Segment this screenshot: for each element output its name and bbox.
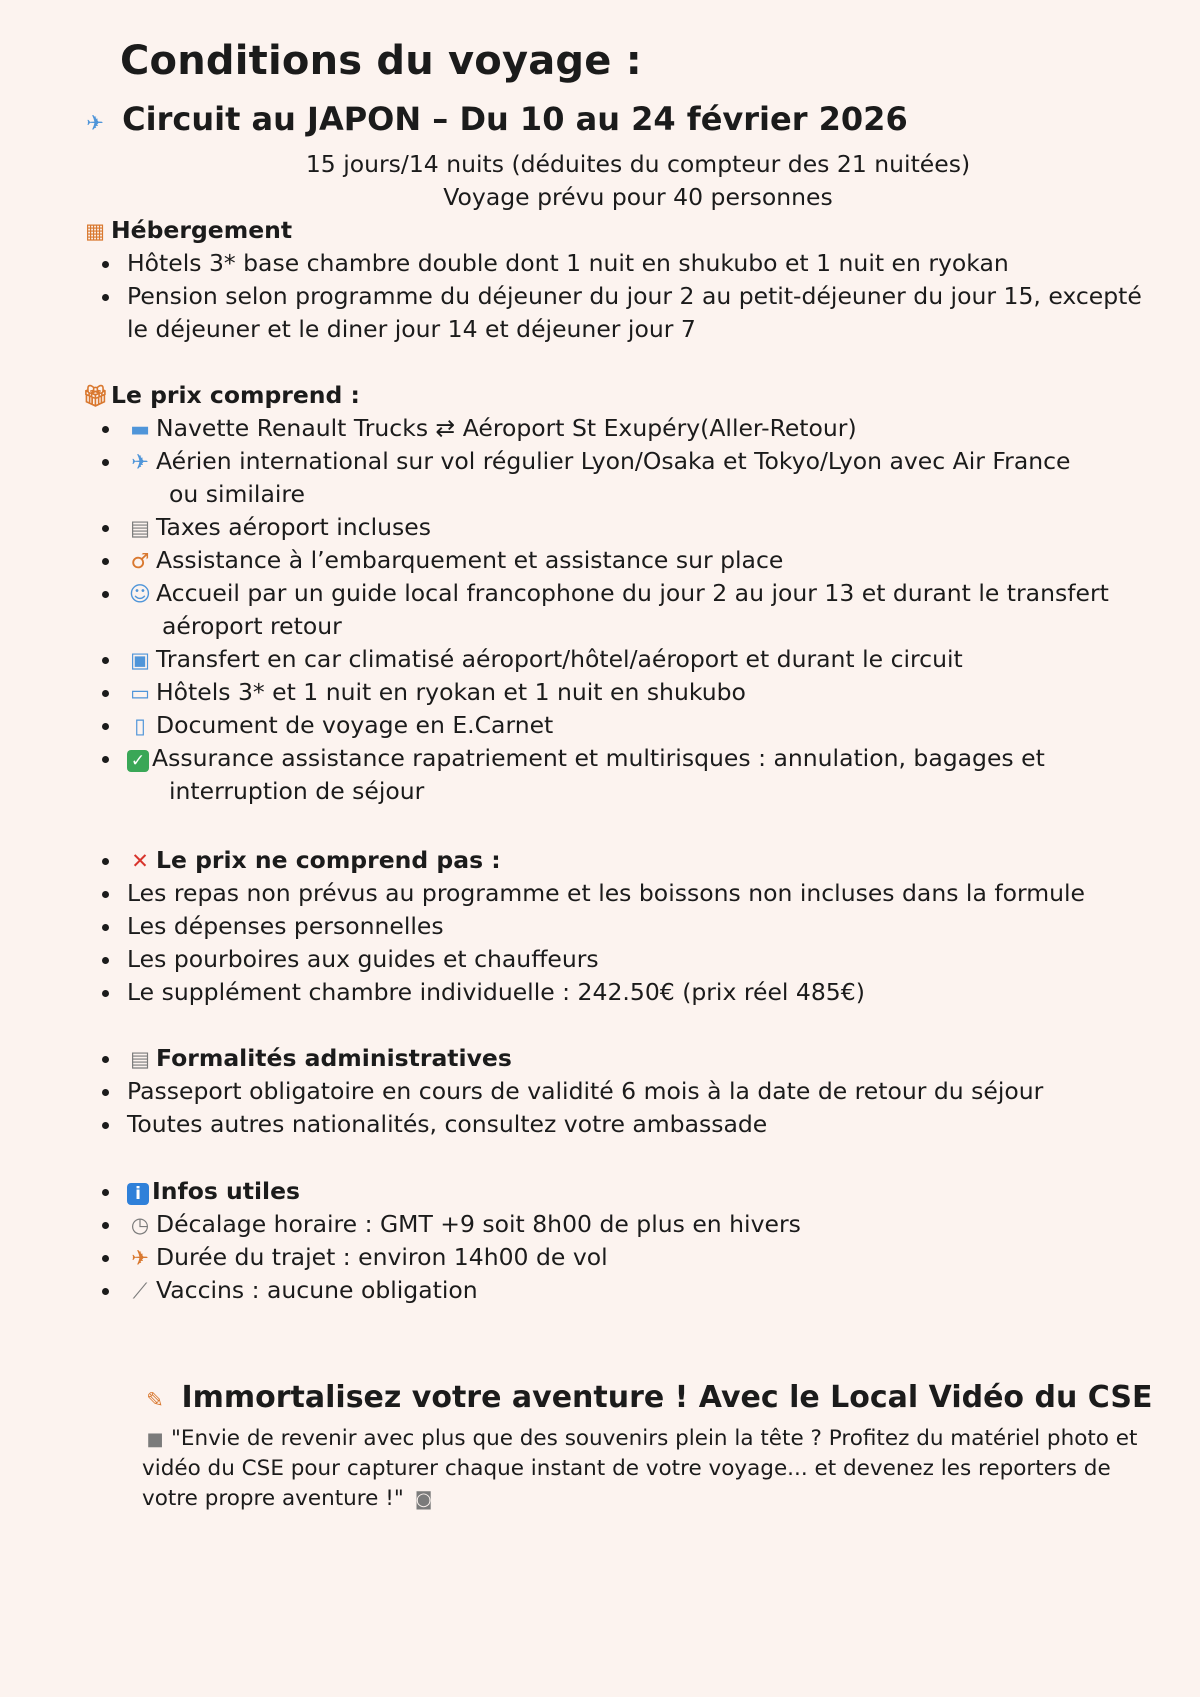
- promo-quote: [142, 1424, 1142, 1514]
- list-item: [127, 1274, 1182, 1307]
- airplane-icon: ✈: [131, 450, 149, 474]
- item-text: Assistance à l’embarquement et assistance sur place: [156, 546, 784, 574]
- item-text: Hôtels 3* et 1 nuit en ryokan et 1 nuit en shukubo: [156, 678, 746, 706]
- item-text: Durée du trajet : environ 14h00 de vol: [156, 1243, 608, 1271]
- list-item: [127, 511, 1182, 544]
- trip-title-text: Circuit au JAPON – Du 10 au 24 février 2026: [122, 100, 908, 138]
- section-hebergement: [82, 214, 1182, 346]
- video-camera-icon: ■: [146, 1429, 164, 1450]
- list-item: [127, 247, 1182, 280]
- inclus-list: [82, 412, 1182, 808]
- item-text-continued: le déjeuner et le diner jour 14 et déjeuner jour 7: [127, 315, 696, 343]
- item-text: Passeport obligatoire en cours de validité 6 mois à la date de retour du séjour: [127, 1077, 1044, 1105]
- item-text: Les pourboires aux guides et chauffeurs: [127, 945, 599, 973]
- heading-text: Hébergement: [111, 216, 293, 244]
- info-icon: i: [127, 1183, 149, 1205]
- item-text: Décalage horaire : GMT +9 soit 8h00 de plus en hivers: [156, 1210, 801, 1238]
- item-text: Accueil par un guide local francophone du jour 2 au jour 13 et durant le transfert: [156, 579, 1109, 607]
- section-heading: [127, 1175, 1182, 1208]
- trip-duration: 15 jours/14 nuits (déduites du compteur des 21 nuitées): [305, 150, 971, 178]
- item-text-continued: aéroport retour: [162, 612, 342, 640]
- item-text: Vaccins : aucune obligation: [156, 1276, 478, 1304]
- list-item: [127, 1241, 1182, 1274]
- item-text-continued: ou similaire: [169, 480, 305, 508]
- trip-group-size: Voyage prévu pour 40 personnes: [443, 183, 833, 211]
- list-item: [127, 910, 1182, 943]
- list-item: [127, 1208, 1182, 1241]
- heading-text: Infos utiles: [152, 1177, 301, 1205]
- promo-quote-text: "Envie de revenir avec plus que des souvenirs plein la tête ? Profitez du matériel photo et vidéo du CSE pour capturer chaque instant de votre voyage... et devenez les reporters de votre propre aventure !": [142, 1426, 1138, 1511]
- hotel-icon: ▦: [85, 219, 105, 243]
- section-heading: [82, 214, 1182, 247]
- minibus-icon: ▬: [130, 417, 150, 441]
- infos-list: [82, 1175, 1182, 1307]
- list-item: [127, 976, 1182, 1009]
- list-item: [127, 1108, 1182, 1141]
- person-icon: ♂: [130, 549, 150, 573]
- item-text: Taxes aéroport incluses: [156, 513, 431, 541]
- list-item: [127, 577, 1182, 643]
- list-item: [127, 709, 1182, 742]
- item-text: Navette Renault Trucks ⇄ Aéroport St Exupéry(Aller-Retour): [156, 414, 857, 442]
- list-item: [127, 1075, 1182, 1108]
- list-item: [127, 943, 1182, 976]
- list-item: [127, 445, 1182, 511]
- list-item: [127, 877, 1182, 910]
- item-text: Le supplément chambre individuelle : 242.50€ (prix réel 485€): [127, 978, 865, 1006]
- item-text: Aérien international sur vol régulier Lyon/Osaka et Tokyo/Lyon avec Air France: [156, 447, 1071, 475]
- promo-title: [142, 1380, 1152, 1415]
- item-text: Assurance assistance rapatriement et multirisques : annulation, bagages et: [152, 744, 1045, 772]
- heading-text: Formalités administratives: [156, 1044, 512, 1072]
- item-text: Transfert en car climatisé aéroport/hôtel/aéroport et durant le circuit: [156, 645, 963, 673]
- airplane-icon: ✈: [86, 111, 104, 135]
- item-text: Toutes autres nationalités, consultez votre ambassade: [127, 1110, 768, 1138]
- page-title: Conditions du voyage :: [120, 38, 642, 84]
- cross-icon: ✕: [131, 849, 149, 873]
- bus-icon: ▣: [130, 648, 150, 672]
- list-item: [127, 643, 1182, 676]
- exclus-list: [82, 844, 1182, 1009]
- memo-icon: ✎: [146, 1388, 164, 1412]
- syringe-icon: ⟋: [132, 1279, 148, 1303]
- heading-text: Le prix comprend :: [111, 381, 360, 409]
- section-inclus: [82, 379, 1182, 808]
- bed-icon: ▭: [130, 681, 150, 705]
- list-item: [127, 544, 1182, 577]
- item-text: Les repas non prévus au programme et les boissons non incluses dans la formule: [127, 879, 1086, 907]
- clock-icon: ◷: [130, 1213, 150, 1237]
- formalites-list: [82, 1042, 1182, 1141]
- list-item: [127, 280, 1182, 346]
- section-heading: [82, 379, 1182, 412]
- id-card-icon: ▤: [130, 1047, 150, 1071]
- receipt-icon: ▤: [130, 516, 150, 540]
- section-heading: [127, 844, 1182, 877]
- camera-icon: ◙: [414, 1489, 433, 1510]
- section-exclus: [82, 844, 1182, 1009]
- gift-icon: 🎁︎: [82, 384, 109, 408]
- item-text: Hôtels 3* base chambre double dont 1 nuit en shukubo et 1 nuit en ryokan: [127, 249, 1009, 277]
- list-item: [127, 412, 1182, 445]
- section-infos: [82, 1175, 1182, 1307]
- promo-title-text: Immortalisez votre aventure ! Avec le Local Vidéo du CSE: [181, 1380, 1153, 1415]
- trip-title: [82, 100, 908, 138]
- hebergement-list: [82, 247, 1182, 346]
- section-formalites: [82, 1042, 1182, 1141]
- book-icon: ▯: [134, 714, 146, 738]
- plane-landing-icon: ✈: [131, 1246, 149, 1270]
- check-icon: ✓: [127, 750, 149, 772]
- list-item: [127, 742, 1182, 808]
- section-heading: [127, 1042, 1182, 1075]
- item-text: Document de voyage en E.Carnet: [156, 711, 554, 739]
- item-text: Pension selon programme du déjeuner du jour 2 au petit-déjeuner du jour 15, excepté: [127, 282, 1142, 310]
- heading-text: Le prix ne comprend pas :: [156, 846, 501, 874]
- item-text: Les dépenses personnelles: [127, 912, 444, 940]
- list-item: [127, 676, 1182, 709]
- guide-icon: ☺: [129, 582, 151, 606]
- item-text-continued: interruption de séjour: [169, 777, 425, 805]
